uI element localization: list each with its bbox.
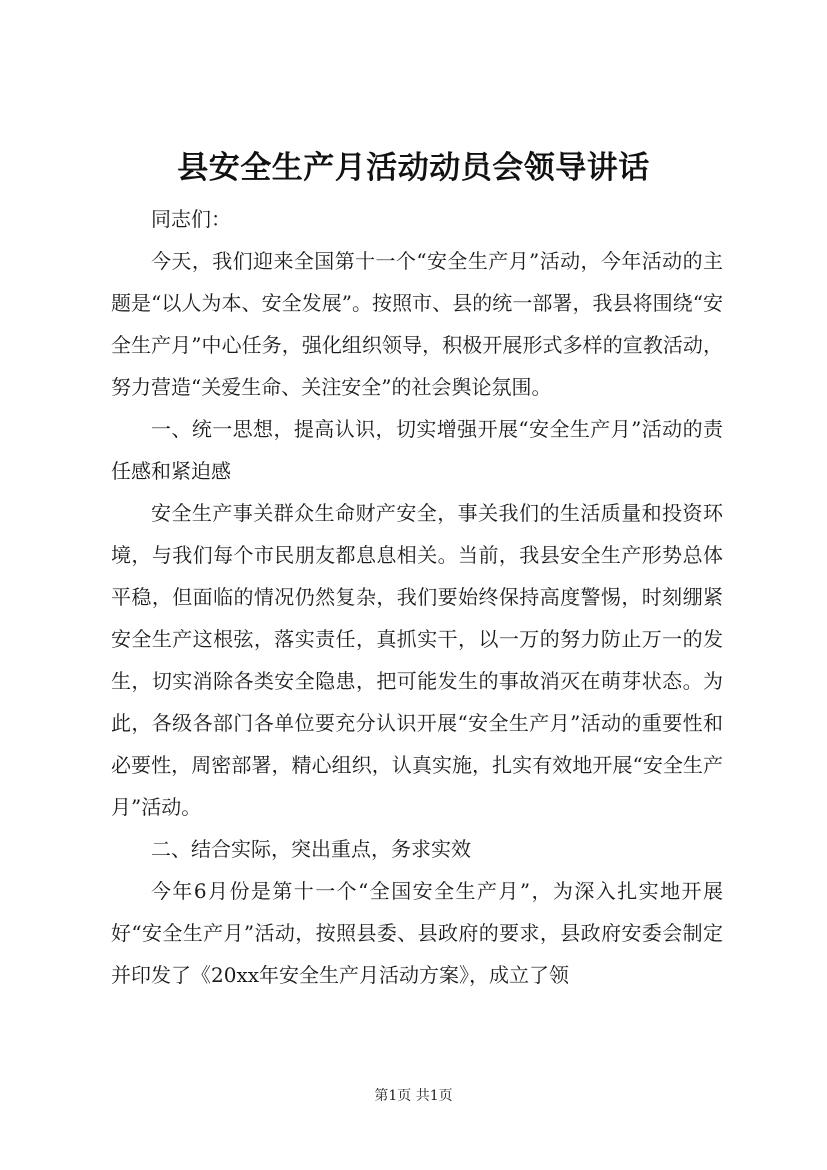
document-title: 县安全生产月活动动员会领导讲话 <box>177 150 650 186</box>
paragraph-section-1: 安全生产事关群众生命财产安全，事关我们的生活质量和投资环境，与我们每个市民朋友都息息相关。当前，我县安全生产形势总体平稳，但面临的情况仍然复杂，我们要始终保持高度警惕，时刻绷紧安全生产这根弦，落实责任，真抓实干，以一万的努力防止万一的发生，切实消除各类安全隐患，把可能发生的事故消灭在萌芽状态。为此，各级各部门各单位要充分认识开展“安全生产月”活动的重要性和必要性，周密部署，精心组织，认真实施，扎实有效地开展“安全生产月”活动。 <box>111 501 723 819</box>
section-heading-1: 一、统一思想，提高认识，切实增强开展“安全生产月”活动的责任感和紧迫感 <box>111 417 723 483</box>
section-heading-2: 二、结合实际，突出重点，务求实效 <box>151 837 471 861</box>
document-body <box>111 198 723 996</box>
paragraph-section-2: 今年6月份是第十一个“全国安全生产月”，为深入扎实地开展好“安全生产月”活动，按照县委、县政府的要求，县政府安委会制定并印发了《20xx年安全生产月活动方案》，成立了领 <box>111 879 723 987</box>
page-footer: 第1页 共1页 <box>374 1088 453 1104</box>
paragraph-intro: 今天，我们迎来全国第十一个“安全生产月”活动，今年活动的主题是“以人为本、安全发展”。按照市、县的统一部署，我县将围绕“安全生产月”中心任务，强化组织领导，积极开展形式多样的宣教活动，努力营造“关爱生命、关注安全”的社会舆论氛围。 <box>111 249 723 399</box>
salutation: 同志们： <box>151 207 231 231</box>
